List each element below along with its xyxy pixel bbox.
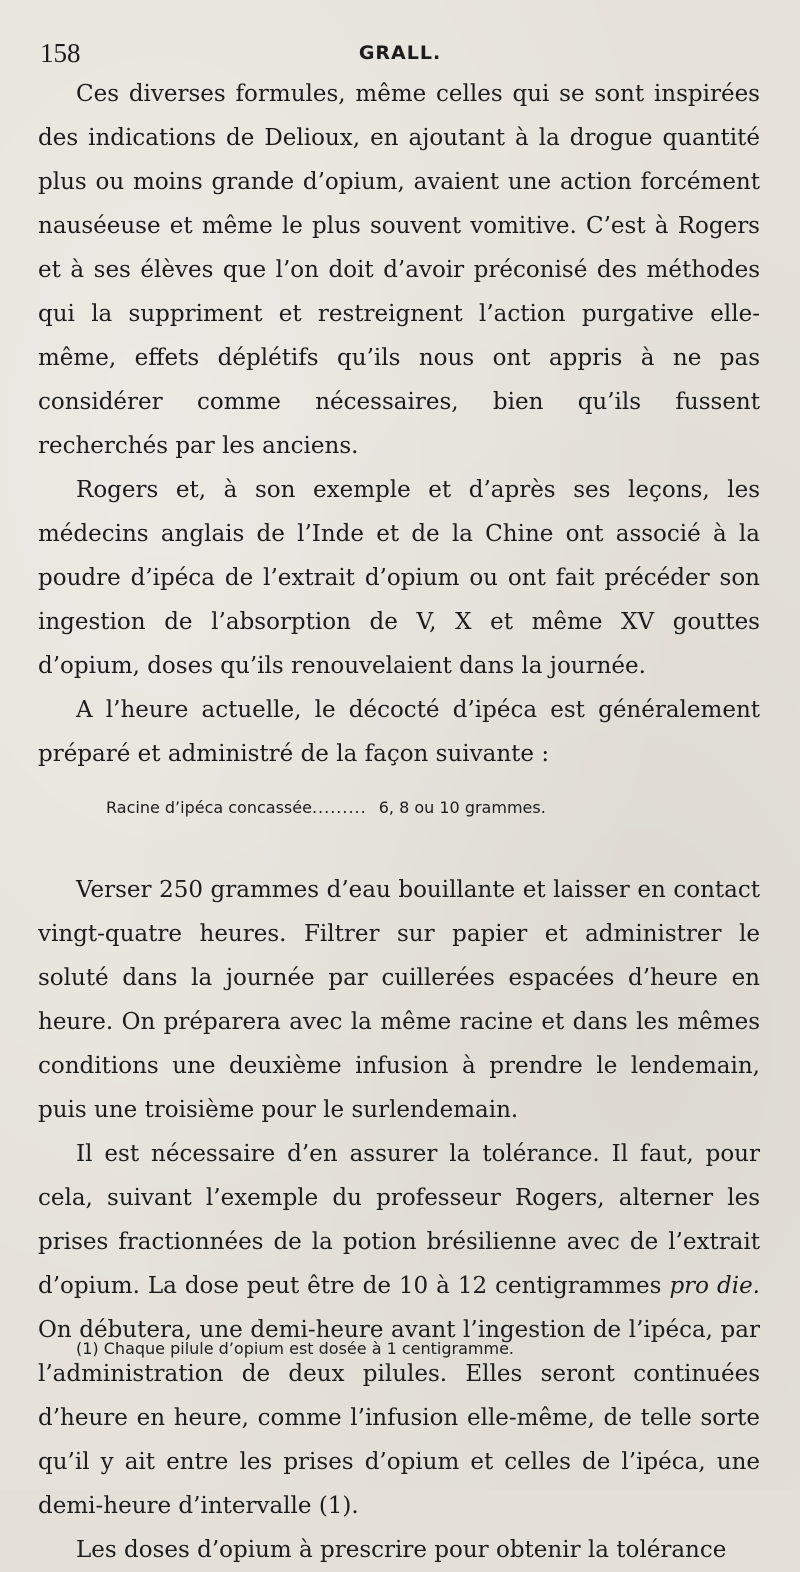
- recipe-quantity: 6, 8 ou 10 grammes.: [378, 798, 546, 817]
- paragraph-1: Ces diverses formules, même celles qui se sont inspirées des indications de Delioux, en ajoutant à la drogue quantité plus ou moins grande d’opium, avaient une action forcément nauséeuse et même le plus souvent vomitive. C’est à Rogers et à ses élèves que l’on doit d’avoir préconisé des méthodes qui la suppriment et restreignent l’action purgative elle-même, effets déplétifs qu’ils nous ont appris à ne pas considérer comme nécessaires, bien qu’ils fussent recherchés par les anciens.: [38, 81, 760, 459]
- paragraph-3: A l’heure actuelle, le décocté d’ipéca est généralement préparé et administré de la façon suivante :: [38, 697, 760, 767]
- paragraph-2: Rogers et, à son exemple et d’après ses leçons, les médecins anglais de l’Inde et de la Chine ont associé à la poudre d’ipéca de l’extrait d’opium ou ont fait précéder son ingestion de l’absorption de V, X et même XV gouttes d’opium, doses qu’ils renouvelaient dans la journée.: [38, 477, 760, 679]
- paragraph-5-main: Il est nécessaire d’en assurer la tolérance. Il faut, pour cela, suivant l’exemple du professeur Rogers, alterner les prises fractionnées de la potion brésilienne avec de l’extrait d’opium. La dose peut être de 10 à 12 centigrammes: [38, 1141, 760, 1299]
- page-header: [40, 36, 760, 70]
- footnote: (1) Chaque pilule d’opium est dosée à 1 centigramme.: [76, 1339, 514, 1358]
- paragraph-5: [38, 1132, 760, 1528]
- paragraph-4: Verser 250 grammes d’eau bouillante et laisser en contact vingt-quatre heures. Filtrer sur papier et administrer le soluté dans la journée par cuillerées espacées d’heure en heure. On préparera avec la même racine et dans les mêmes conditions une deuxième infusion à prendre le lendemain, puis une troisième pour le surlendemain.: [38, 877, 760, 1123]
- recipe-ingredient: Racine d’ipéca concassée: [106, 798, 312, 817]
- paragraph-6: Les doses d’opium à prescrire pour obtenir la tolérance: [76, 1537, 727, 1563]
- running-head: GRALL.: [358, 42, 442, 64]
- page-number: 158: [40, 38, 81, 68]
- paragraph-5-rest: On débutera, une demi-heure avant l’ingestion de l’ipéca, par l’administration de deux pilules. Elles seront continuées d’heure en heure, comme l’infusion elle-même, de telle sorte qu’il y ait entre les prises d’opium et celles de l’ipéca, une demi-heure d’intervalle (1).: [38, 1317, 760, 1519]
- recipe-leader-dots: .........: [311, 798, 367, 817]
- paragraph-5-latin-term: pro die.: [669, 1273, 760, 1299]
- recipe-line: [38, 786, 760, 830]
